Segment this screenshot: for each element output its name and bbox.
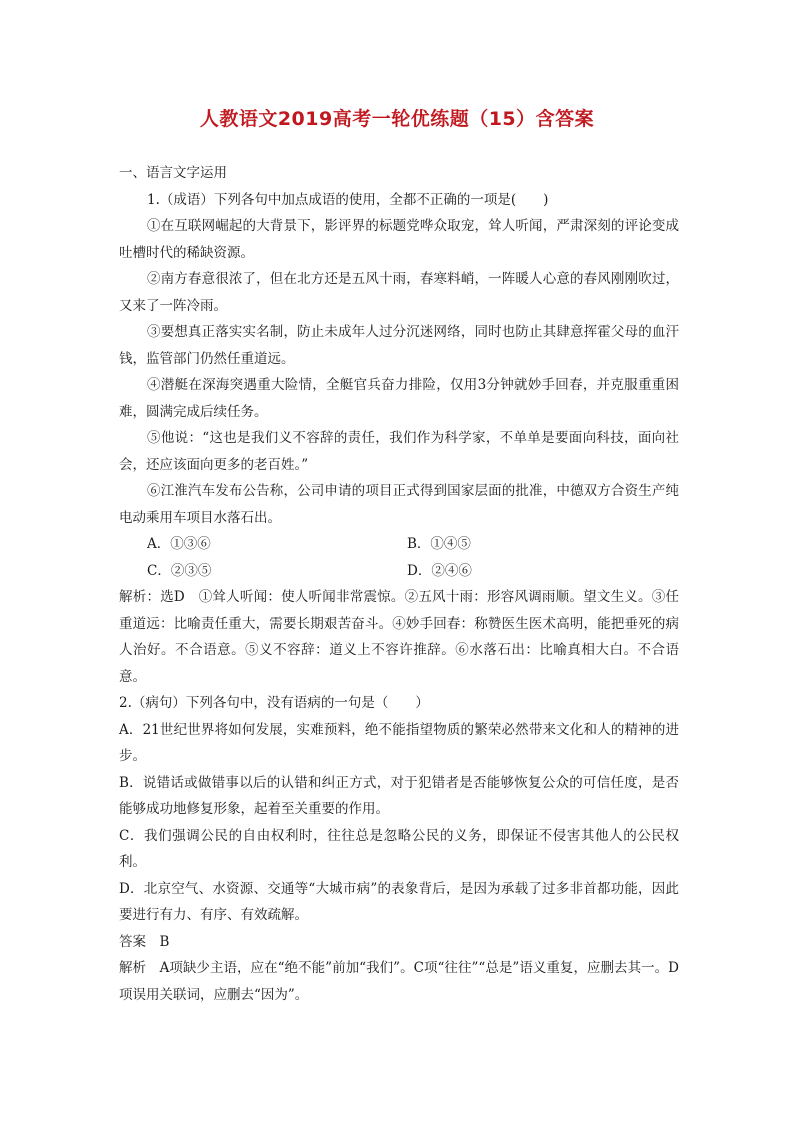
option-c: C．②③⑤	[147, 562, 212, 579]
question-1-item: ⑥江淮汽车发布公告称，公司申请的项目正式得到国家层面的批准，中德双方合资生产纯电动乘用车项目水落石出。	[119, 483, 679, 526]
question-1-item: ③要想真正落实实名制，防止未成年人过分沉迷网络，同时也防止其肆意挥霍父母的血汗钱，监管部门仍然任重道远。	[119, 324, 679, 367]
page-title: 人教语文2019高考一轮优练题（15）含答案	[199, 108, 595, 130]
question-2-option-d: D．北京空气、水资源、交通等“大城市病”的表象背后，是因为承载了过多非首都功能，因此要进行有力、有序、有效疏解。	[119, 880, 679, 923]
question-1-options	[119, 531, 679, 584]
question-2-analysis: 解析 A项缺少主语，应在“绝不能”前加“我们”。C项“往往”“总是”语义重复，应删去其一。D项误用关联词，应删去“因为”。	[119, 960, 679, 1003]
question-2-option-c: C．我们强调公民的自由权利时，往往总是忽略公民的义务，即保证不侵害其他人的公民权利。	[119, 827, 679, 870]
question-1-item: ②南方春意很浓了，但在北方还是五风十雨，春寒料峭，一阵暖人心意的春风刚刚吹过，又来了一阵冷雨。	[119, 271, 679, 314]
question-2-option-b: B．说错话或做错事以后的认错和纠正方式，对于犯错者是否能够恢复公众的可信任度，是否能够成功地修复形象，起着至关重要的作用。	[119, 774, 679, 817]
question-1-item: ⑤他说：“这也是我们义不容辞的责任，我们作为科学家，不单单是要面向科技，面向社会，还应该面向更多的老百姓。”	[119, 430, 679, 473]
option-b: B．①④⑤	[407, 536, 471, 552]
option-a: A．①③⑥	[147, 536, 211, 552]
question-1-analysis: 解析：选D ①耸人听闻：使人听闻非常震惊。②五风十雨：形容风调雨顺。望文生义。③任重道远：比喻责任重大，需要长期艰苦奋斗。④妙手回春：称赞医生医术高明，能把垂死的病人治好。不合语意。⑤义不容辞：道义上不容许推辞。⑥水落石出：比喻真相大白。不合语意。	[119, 589, 679, 685]
question-1-stem: 1.（成语）下列各句中加点成语的使用，全都不正确的一项是( )	[147, 191, 549, 208]
question-1-item: ①在互联网崛起的大背景下，影评界的标题党哗众取宠，耸人听闻，严肃深刻的评论变成吐槽时代的稀缺资源。	[119, 218, 679, 261]
question-1-item: ④潜艇在深海突遇重大险情，全艇官兵奋力排险，仅用3分钟就妙手回春，并克服重重困难，圆满完成后续任务。	[119, 377, 679, 420]
section-heading: 一、语言文字运用	[119, 165, 227, 181]
question-2-stem: 2.（病句）下列各句中，没有语病的一句是（ ）	[119, 695, 429, 711]
question-2-option-a: A．21世纪世界将如何发展，实难预料，绝不能指望物质的繁荣必然带来文化和人的精神的进步。	[119, 721, 679, 764]
question-2-answer: 答案 B	[119, 933, 170, 950]
option-d: D．②④⑥	[407, 562, 472, 579]
document-body	[119, 160, 679, 1008]
